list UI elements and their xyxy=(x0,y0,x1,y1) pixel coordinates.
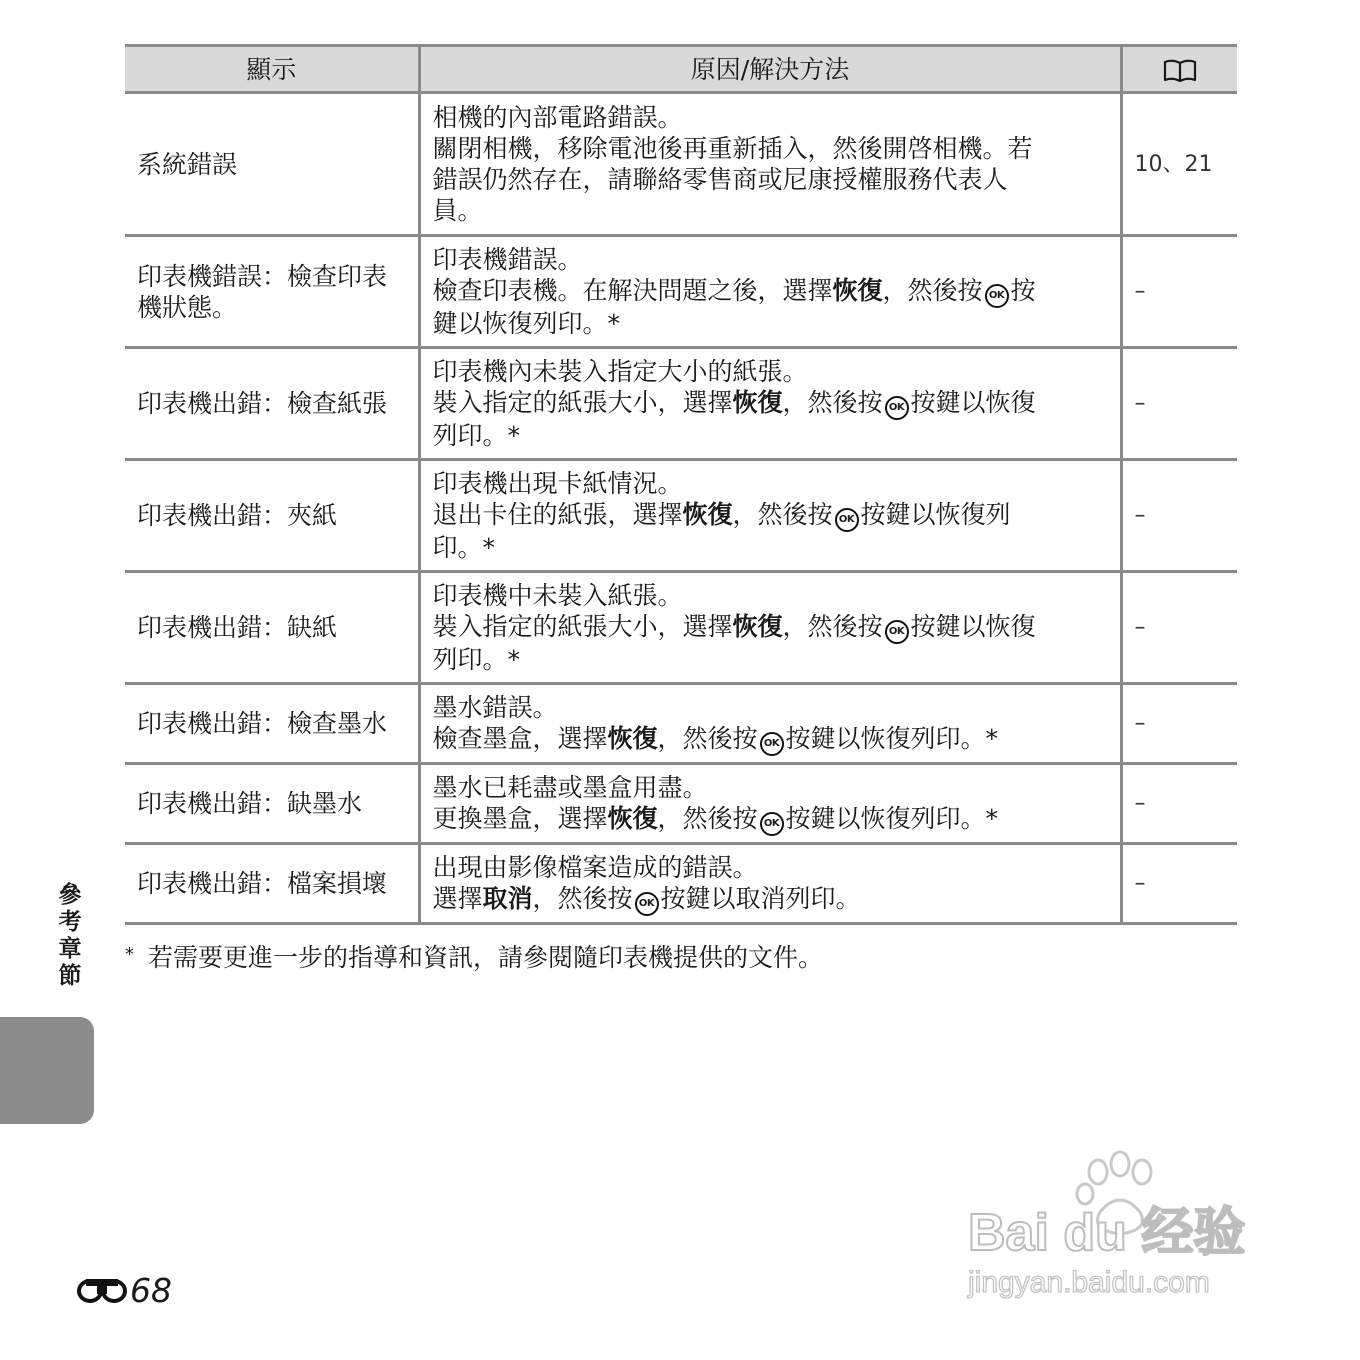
solution-text: 檢查印表機。在解決問題之後，選擇 xyxy=(432,276,833,305)
cause-line: 印表機中未裝入紙張。 xyxy=(432,581,683,610)
display-message: 印表機出錯：檢查墨水 xyxy=(125,684,419,764)
cause-line: 出現由影像檔案造成的錯誤。 xyxy=(432,852,758,882)
solution-line xyxy=(433,803,1108,836)
cancel-option: 取消 xyxy=(482,883,533,913)
solution-text: 按鍵以恢復列印。* xyxy=(785,723,999,753)
solution-line: 錯誤仍然存在，請聯絡零售商或尼康授權服務代表人 xyxy=(432,165,1008,194)
page-reference: – xyxy=(1121,844,1237,924)
page-reference: 10、21 xyxy=(1121,93,1237,236)
solution-line xyxy=(433,611,1108,644)
watermark-url: jingyan.baidu.com xyxy=(968,1266,1210,1299)
error-message-table xyxy=(125,44,1237,925)
solution-text: 按鍵以取消列印。 xyxy=(660,883,861,913)
cause-solution xyxy=(419,236,1121,348)
solution-text: ，然後按 xyxy=(732,500,833,529)
solution-text: 檢查墨盒，選擇 xyxy=(432,723,608,753)
cause-line: 印表機出現卡紙情況。 xyxy=(432,469,683,498)
display-message: 印表機出錯：檢查紙張 xyxy=(125,348,419,460)
solution-text: ，然後按 xyxy=(782,612,883,641)
page-reference: – xyxy=(1121,348,1237,460)
table-row xyxy=(125,460,1237,572)
cause-solution xyxy=(419,844,1121,924)
display-message: 印表機出錯：缺墨水 xyxy=(125,764,419,844)
solution-text: 按 xyxy=(1010,276,1036,305)
solution-text: 按鍵以恢復列 xyxy=(860,500,1011,529)
cause-solution xyxy=(419,572,1121,684)
table-header-row xyxy=(125,46,1237,93)
ok-button-icon: OK xyxy=(760,732,784,756)
ok-button-icon: OK xyxy=(885,620,909,644)
solution-line: 印。* xyxy=(432,533,496,562)
display-message: 印表機出錯：檔案損壞 xyxy=(125,844,419,924)
footnote xyxy=(125,938,823,975)
solution-text: 裝入指定的紙張大小，選擇 xyxy=(432,388,733,417)
resume-option: 恢復 xyxy=(607,803,658,833)
page-reference: – xyxy=(1121,764,1237,844)
cause-solution xyxy=(419,348,1121,460)
solution-text: 按鍵以恢復 xyxy=(910,612,1036,641)
header-cause-solution: 原因/解決方法 xyxy=(419,46,1121,93)
cause-line: 相機的內部電路錯誤。 xyxy=(432,103,683,132)
solution-text: 選擇 xyxy=(432,883,483,913)
solution-text: ，然後按 xyxy=(782,388,883,417)
page-reference: – xyxy=(1121,460,1237,572)
page-reference: – xyxy=(1121,684,1237,764)
solution-text: 裝入指定的紙張大小，選擇 xyxy=(432,612,733,641)
solution-text: ，然後按 xyxy=(532,883,633,913)
page-reference: – xyxy=(1121,572,1237,684)
table-row xyxy=(125,764,1237,844)
solution-line xyxy=(433,387,1108,420)
table-row xyxy=(125,844,1237,924)
solution-line xyxy=(433,275,1108,308)
page-number-text: 68 xyxy=(130,1270,172,1310)
ok-button-icon: OK xyxy=(985,284,1009,308)
solution-text: 退出卡住的紙張，選擇 xyxy=(432,500,683,529)
display-message: 印表機錯誤：檢查印表機狀態。 xyxy=(125,236,419,348)
ok-button-icon: OK xyxy=(635,892,659,916)
solution-text: ，然後按 xyxy=(657,723,758,753)
solution-text: ，然後按 xyxy=(882,276,983,305)
table-row xyxy=(125,93,1237,236)
table-row xyxy=(125,572,1237,684)
solution-line: 鍵以恢復列印。* xyxy=(432,309,621,338)
ok-button-icon: OK xyxy=(885,396,909,420)
ok-button-icon: OK xyxy=(835,508,859,532)
display-message: 系統錯誤 xyxy=(125,93,419,236)
table-row xyxy=(125,348,1237,460)
table-row xyxy=(125,684,1237,764)
footnote-text: 若需要更進一步的指導和資訊，請參閱隨印表機提供的文件。 xyxy=(148,943,824,972)
cause-line: 墨水已耗盡或墨盒用盡。 xyxy=(432,772,708,802)
section-tab xyxy=(0,1017,94,1124)
cause-line: 墨水錯誤。 xyxy=(432,692,558,722)
resume-option: 恢復 xyxy=(682,500,733,529)
display-message: 印表機出錯：夾紙 xyxy=(125,460,419,572)
baidu-jingyan-watermark xyxy=(960,1150,1290,1310)
solution-text: 更換墨盒，選擇 xyxy=(432,803,608,833)
header-display: 顯示 xyxy=(125,46,419,93)
solution-line: 關閉相機，移除電池後再重新插入，然後開啓相機。若 xyxy=(432,134,1033,163)
cause-line: 印表機錯誤。 xyxy=(432,245,583,274)
cause-solution xyxy=(419,684,1121,764)
resume-option: 恢復 xyxy=(607,723,658,753)
ok-button-icon: OK xyxy=(760,812,784,836)
footnote-marker: * xyxy=(125,944,134,965)
cause-line: 印表機內未裝入指定大小的紙張。 xyxy=(432,357,808,386)
solution-line: 列印。* xyxy=(432,421,521,450)
book-icon xyxy=(1163,59,1197,83)
page-reference: – xyxy=(1121,236,1237,348)
solution-line: 列印。* xyxy=(432,645,521,674)
solution-text: ，然後按 xyxy=(657,803,758,833)
resume-option: 恢復 xyxy=(832,276,883,305)
reference-section-icon xyxy=(76,1275,128,1305)
cause-solution xyxy=(419,460,1121,572)
solution-line xyxy=(433,499,1108,532)
page-number xyxy=(76,1268,172,1312)
resume-option: 恢復 xyxy=(732,388,783,417)
cause-solution xyxy=(419,764,1121,844)
solution-line xyxy=(433,723,1108,756)
watermark-brand: Bai du 经验 xyxy=(968,1204,1246,1262)
resume-option: 恢復 xyxy=(732,612,783,641)
display-message: 印表機出錯：缺紙 xyxy=(125,572,419,684)
solution-line xyxy=(433,883,1108,916)
solution-line: 員。 xyxy=(432,196,483,225)
header-page-reference xyxy=(1121,46,1237,93)
table-row xyxy=(125,236,1237,348)
cause-solution xyxy=(419,93,1121,236)
solution-text: 按鍵以恢復列印。* xyxy=(785,803,999,833)
solution-text: 按鍵以恢復 xyxy=(910,388,1036,417)
section-tab-label: 參考章節 xyxy=(58,882,82,989)
